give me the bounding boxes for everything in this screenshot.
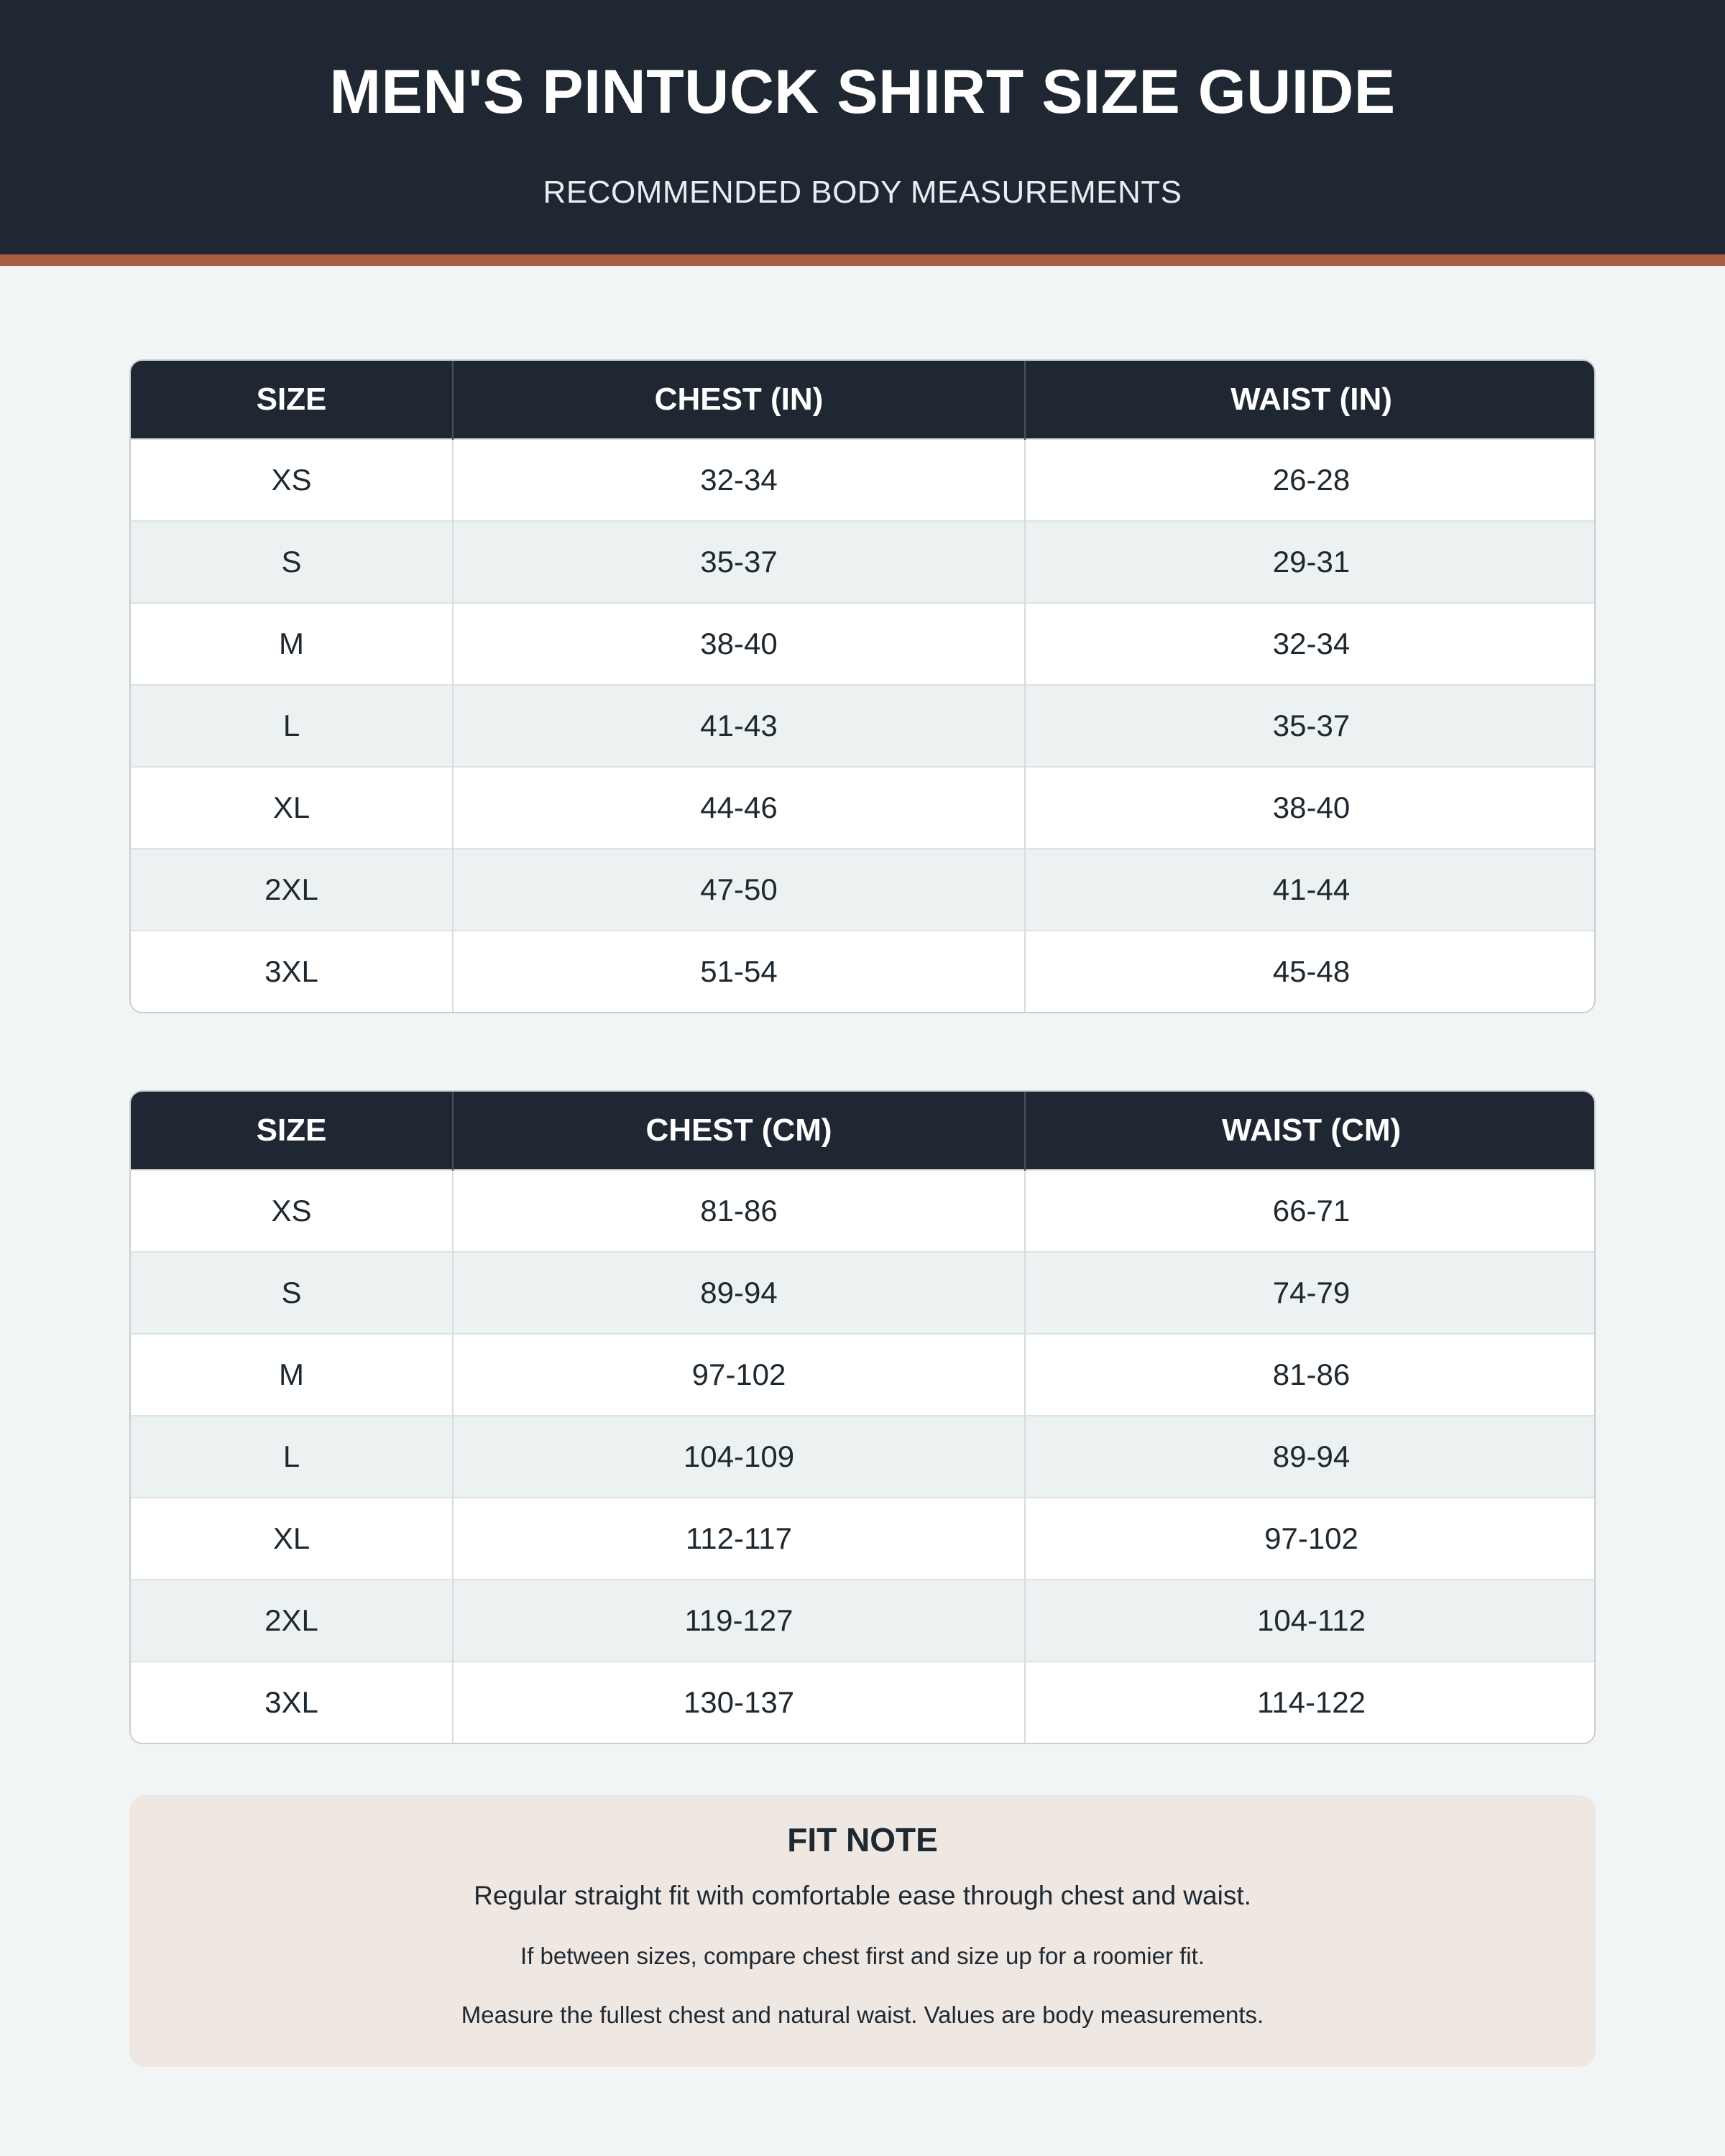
chest-cell: 119-127 [453, 1580, 1025, 1662]
chest-cell: 32-34 [453, 439, 1025, 521]
size-cell: 3XL [131, 931, 453, 1012]
chest-cell: 89-94 [453, 1252, 1025, 1334]
chest-cell: 41-43 [453, 685, 1025, 767]
chest-cell: 81-86 [453, 1170, 1025, 1252]
table-row [131, 1662, 1596, 1743]
table-row [131, 1170, 1596, 1252]
column-header-waist: WAIST (CM) [1025, 1092, 1596, 1170]
size-cell: XS [131, 439, 453, 521]
chest-cell: 47-50 [453, 849, 1025, 931]
fit-note-title: FIT NOTE [787, 1821, 938, 1858]
waist-cell: 35-37 [1025, 685, 1596, 767]
waist-cell: 89-94 [1025, 1416, 1596, 1498]
table-row [131, 1252, 1596, 1334]
table-row [131, 603, 1596, 685]
size-cell: L [131, 1416, 453, 1498]
column-header-size: SIZE [131, 361, 453, 439]
chest-cell: 38-40 [453, 603, 1025, 685]
waist-cell: 26-28 [1025, 439, 1596, 521]
waist-cell: 97-102 [1025, 1498, 1596, 1580]
size-cell: L [131, 685, 453, 767]
fit-note-description: Regular straight fit with comfortable ease through chest and waist. [474, 1881, 1251, 1910]
column-header-size: SIZE [131, 1092, 453, 1170]
waist-cell: 32-34 [1025, 603, 1596, 685]
table-row [131, 1334, 1596, 1416]
page-header [0, 0, 1725, 254]
fit-note-measuring-tip: Measure the fullest chest and natural waist. Values are body measurements. [461, 2001, 1264, 2028]
waist-cell: 29-31 [1025, 521, 1596, 603]
table-row [131, 439, 1596, 521]
waist-cell: 38-40 [1025, 767, 1596, 849]
size-cell: XL [131, 767, 453, 849]
size-cell: 2XL [131, 1580, 453, 1662]
column-header-chest: CHEST (IN) [453, 361, 1025, 439]
fit-note-panel [129, 1795, 1596, 2067]
chest-cell: 44-46 [453, 767, 1025, 849]
page-subtitle: RECOMMENDED BODY MEASUREMENTS [543, 175, 1182, 210]
waist-cell: 104-112 [1025, 1580, 1596, 1662]
waist-cell: 66-71 [1025, 1170, 1596, 1252]
size-cell: M [131, 603, 453, 685]
page-title: MEN'S PINTUCK SHIRT SIZE GUIDE [329, 57, 1396, 126]
size-cell: M [131, 1334, 453, 1416]
table-header-row [131, 1092, 1596, 1170]
chest-cell: 51-54 [453, 931, 1025, 1012]
table-row [131, 521, 1596, 603]
table-row [131, 685, 1596, 767]
table-row [131, 1416, 1596, 1498]
table-row [131, 931, 1596, 1012]
waist-cell: 114-122 [1025, 1662, 1596, 1743]
waist-cell: 74-79 [1025, 1252, 1596, 1334]
waist-cell: 81-86 [1025, 1334, 1596, 1416]
size-cell: S [131, 1252, 453, 1334]
size-cell: XL [131, 1498, 453, 1580]
table-row [131, 1580, 1596, 1662]
size-table-centimeters [129, 1090, 1596, 1744]
table-row [131, 767, 1596, 849]
table-row [131, 849, 1596, 931]
size-cell: S [131, 521, 453, 603]
size-table-inches [129, 359, 1596, 1013]
table-header-row [131, 361, 1596, 439]
fit-note-sizing-tip: If between sizes, compare chest first and size up for a roomier fit. [520, 1943, 1205, 1969]
chest-cell: 35-37 [453, 521, 1025, 603]
size-cell: 3XL [131, 1662, 453, 1743]
waist-cell: 45-48 [1025, 931, 1596, 1012]
column-header-waist: WAIST (IN) [1025, 361, 1596, 439]
chest-cell: 130-137 [453, 1662, 1025, 1743]
waist-cell: 41-44 [1025, 849, 1596, 931]
header-accent-bar [0, 254, 1725, 266]
chest-cell: 112-117 [453, 1498, 1025, 1580]
chest-cell: 104-109 [453, 1416, 1025, 1498]
chest-cell: 97-102 [453, 1334, 1025, 1416]
column-header-chest: CHEST (CM) [453, 1092, 1025, 1170]
size-cell: 2XL [131, 849, 453, 931]
size-cell: XS [131, 1170, 453, 1252]
table-row [131, 1498, 1596, 1580]
